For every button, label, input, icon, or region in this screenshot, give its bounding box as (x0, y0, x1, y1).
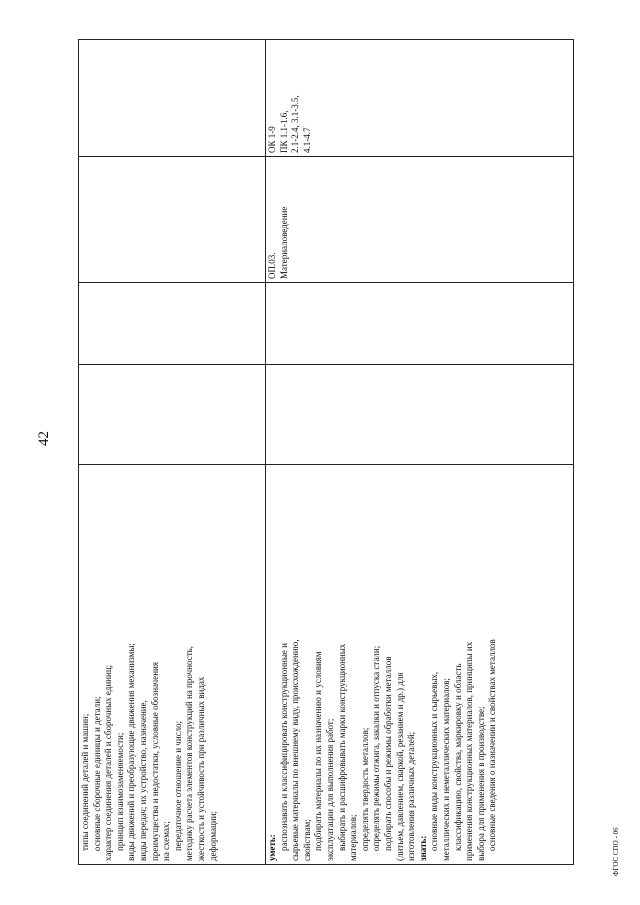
requirement-line: сырьевые материалы по внешнему виду, происхождению, (290, 639, 301, 861)
curriculum-table (78, 39, 574, 865)
requirement-line: принцип взаимозаменяемости; (114, 732, 125, 851)
discipline-cell (79, 157, 266, 283)
requirement-line: основные виды конструкционных и сырьевых, (429, 671, 440, 851)
discipline-name: Материаловедение (278, 206, 289, 279)
empty-cell (79, 365, 266, 465)
requirements-cell (266, 465, 574, 865)
requirement-line: металлических и неметаллических материалов; (440, 678, 451, 861)
requirement-line: распознавать и классифицировать конструкционные и (278, 643, 289, 851)
empty-cell (266, 365, 574, 465)
requirement-line: изготовления различных деталей; (406, 731, 417, 861)
section-heading: уметь: (267, 834, 277, 861)
empty-cell (79, 283, 266, 365)
table-row (79, 40, 266, 865)
requirement-line: на схемах; (161, 821, 172, 861)
competencies-cell (79, 40, 266, 157)
requirements-cell (79, 465, 266, 865)
competency-line: 4.1-4.7 (301, 127, 312, 153)
competencies-cell (266, 40, 574, 157)
requirement-line: классификацию, свойства, маркировку и область (452, 663, 463, 851)
rotated-table-sheet (78, 40, 573, 865)
competency-line: 2.1-2.4, 3.1-3.5, (290, 95, 301, 153)
requirement-line: основные сведения о назначении и свойствах металлов (487, 639, 498, 851)
requirement-line: методику расчета элементов конструкций на прочность, (184, 646, 195, 861)
requirement-line: характер соединения деталей и сборочных единиц; (103, 664, 114, 861)
competency-line: ОК 1-9 (267, 126, 277, 153)
requirement-line: подбирать способы и режимы обработки металлов (382, 656, 393, 851)
table-row (266, 40, 574, 865)
discipline-code: ОП.03. (267, 252, 277, 279)
section-heading: знать: (417, 835, 428, 861)
requirement-line: выбора для применения в производстве; (475, 706, 486, 861)
requirement-line: деформации; (207, 811, 218, 861)
requirement-line: свойствам; (301, 819, 312, 861)
competency-line: ПК 1.1-1.6, (278, 110, 289, 153)
requirement-line: эксплуатации для выполнения работ; (324, 718, 335, 861)
page-number: 42 (36, 431, 52, 446)
footer-code: ФГОС СПО - 06 (612, 827, 620, 876)
requirement-line: передаточное отношение и число; (172, 720, 183, 851)
empty-cell (266, 283, 574, 365)
requirement-line: определять твердость металлов; (359, 727, 370, 851)
requirement-line: (литьем, давлением, сваркой, резанием и др.) для (394, 672, 405, 861)
requirement-line: преимущества и недостатки, условные обозначения (149, 662, 160, 861)
requirement-line: виды передач; их устройство, назначение, (137, 700, 148, 861)
requirement-line: материалов; (348, 814, 359, 861)
requirement-line: выбирать и расшифровывать марки конструкционных (336, 643, 347, 851)
requirement-line: подбирать материалы по их назначению и условиям (313, 651, 324, 851)
discipline-cell (266, 157, 574, 283)
requirement-line: применения конструкционных материалов, принципы их (464, 641, 475, 861)
requirement-line: виды движений и преобразующие движения механизмы; (126, 643, 137, 861)
requirement-line: жесткость и устойчивость при различных видах (195, 676, 206, 861)
requirement-line: основные сборочные единицы и детали; (91, 696, 102, 851)
requirement-line: определять режимы отжига, закалки и отпуска стали; (371, 645, 382, 851)
requirement-line: типы соединений деталей и машин; (80, 713, 90, 851)
